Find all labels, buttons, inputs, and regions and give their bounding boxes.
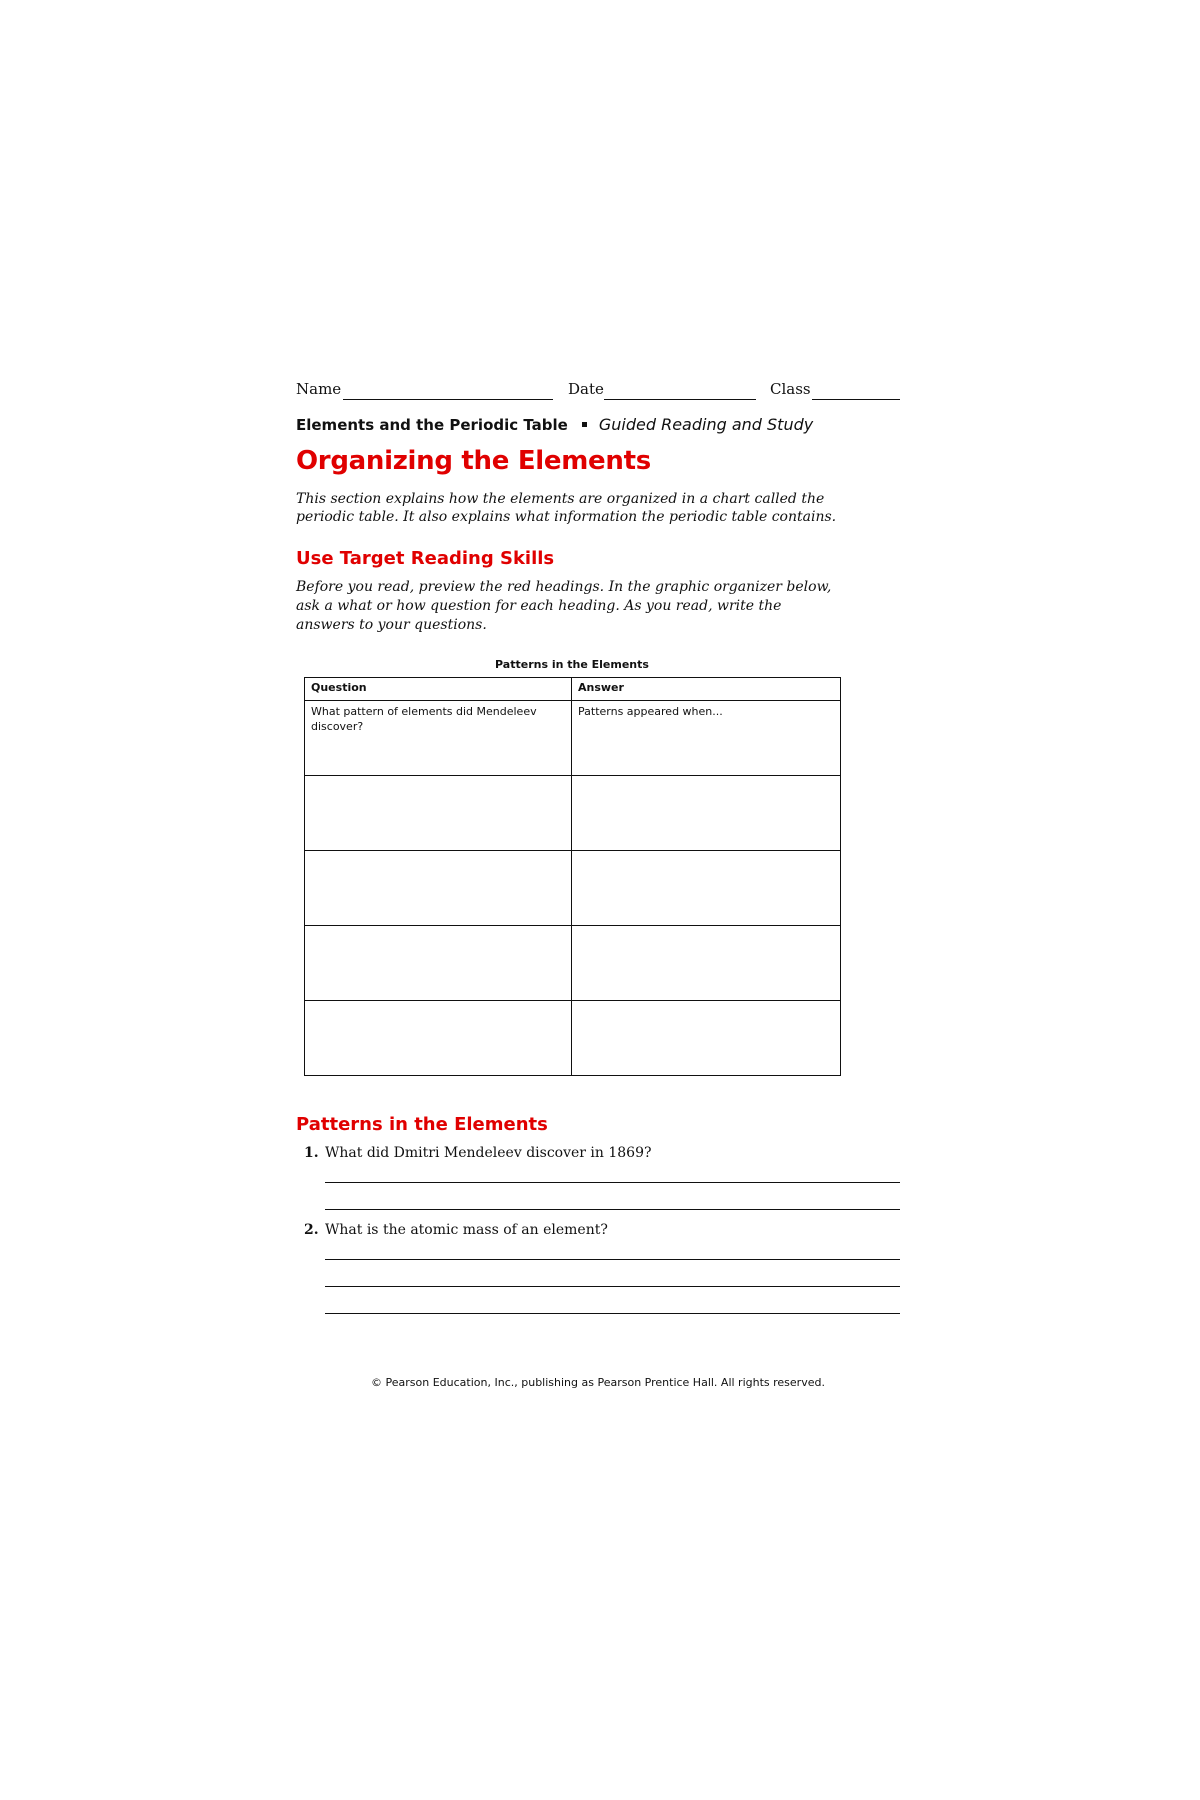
- question-cell[interactable]: What pattern of elements did Mendeleev discover?: [305, 701, 572, 776]
- bullet-separator: [582, 422, 587, 427]
- question-column-header: Question: [305, 678, 572, 701]
- answer-line[interactable]: [325, 1209, 900, 1210]
- table-row: [305, 851, 841, 926]
- class-label: Class: [770, 380, 811, 398]
- copyright-footer: © Pearson Education, Inc., publishing as Pearson Prentice Hall. All rights reserved.: [371, 1376, 825, 1389]
- question-number: 1.: [304, 1145, 319, 1161]
- organizer-caption: Patterns in the Elements: [495, 658, 649, 671]
- answer-cell[interactable]: [572, 926, 841, 1001]
- answer-cell[interactable]: [572, 1001, 841, 1076]
- question-text: What did Dmitri Mendeleev discover in 1869?: [325, 1145, 652, 1161]
- question-cell[interactable]: [305, 776, 572, 851]
- answer-line[interactable]: [325, 1286, 900, 1287]
- class-field[interactable]: [812, 399, 900, 400]
- question-cell[interactable]: [305, 851, 572, 926]
- table-header-row: [305, 678, 841, 701]
- page-title: Organizing the Elements: [296, 446, 651, 476]
- name-field[interactable]: [343, 399, 553, 400]
- graphic-organizer-table: [304, 677, 841, 1076]
- date-label: Date: [568, 380, 604, 398]
- student-info-header: [296, 380, 900, 404]
- question-cell[interactable]: [305, 1001, 572, 1076]
- answer-cell[interactable]: [572, 776, 841, 851]
- section-heading: Patterns in the Elements: [296, 1114, 548, 1135]
- guide-title: Guided Reading and Study: [598, 415, 814, 434]
- book-title: Elements and the Periodic Table: [296, 416, 568, 434]
- table-row: [305, 1001, 841, 1076]
- answer-cell[interactable]: Patterns appeared when...: [572, 701, 841, 776]
- table-row: [305, 926, 841, 1001]
- question-text: What is the atomic mass of an element?: [325, 1222, 608, 1238]
- intro-paragraph: This section explains how the elements are organized in a chart called the periodic table. It also explains what information the periodic table contains.: [296, 491, 837, 525]
- answer-line[interactable]: [325, 1259, 900, 1260]
- subhead: [296, 415, 813, 434]
- date-field[interactable]: [604, 399, 756, 400]
- answer-cell[interactable]: [572, 851, 841, 926]
- answer-line[interactable]: [325, 1313, 900, 1314]
- table-row: [305, 776, 841, 851]
- question-cell[interactable]: [305, 926, 572, 1001]
- answer-line[interactable]: [325, 1182, 900, 1183]
- skills-instructions: Before you read, preview the red headings. In the graphic organizer below, ask a what or how question for each heading. As you read, write the answers to your questions.: [296, 579, 832, 633]
- skills-heading: Use Target Reading Skills: [296, 548, 555, 569]
- name-label: Name: [296, 380, 342, 398]
- table-row: [305, 701, 841, 776]
- answer-column-header: Answer: [572, 678, 841, 701]
- question-number: 2.: [304, 1222, 319, 1238]
